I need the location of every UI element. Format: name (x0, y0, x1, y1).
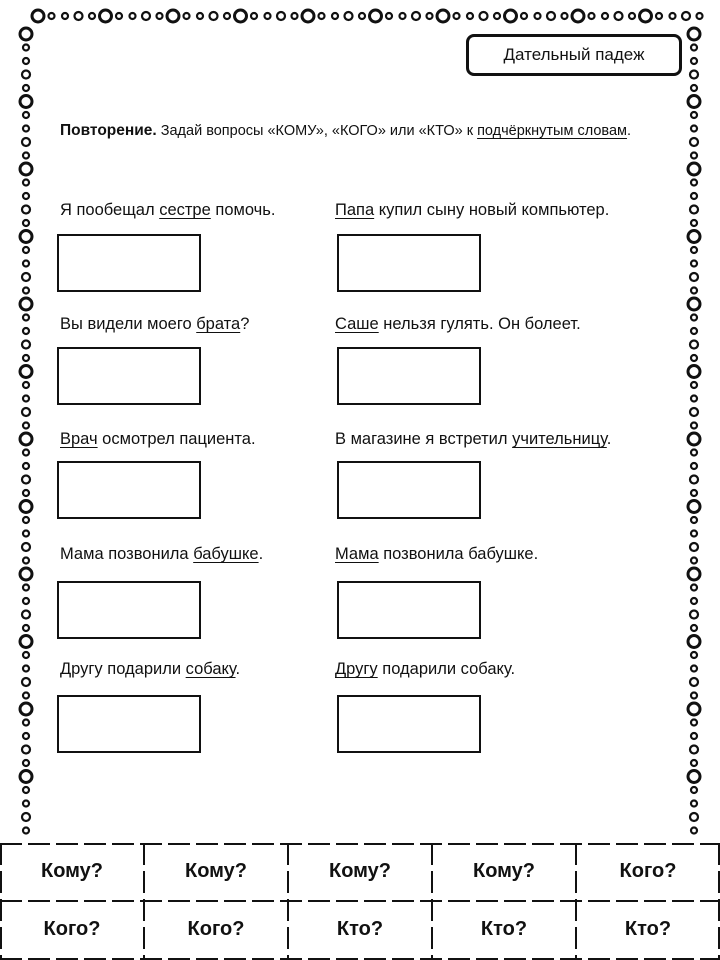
answer-box-2[interactable] (337, 234, 481, 292)
worksheet-title-text: Дательный падеж (503, 45, 645, 64)
answer-box-3[interactable] (57, 347, 201, 405)
cutout-cards (0, 843, 720, 960)
underlined-word: Папа (335, 201, 375, 219)
card-kto[interactable]: Кто? (624, 918, 672, 940)
instruction-text (60, 120, 680, 142)
question-sentence-3: Вы видели моего брата? (60, 315, 250, 333)
underlined-word: Другу (335, 660, 378, 678)
instruction-underlined: подчёркнутым словам (477, 123, 627, 139)
answer-box-8[interactable] (337, 581, 481, 639)
answer-box-7[interactable] (57, 581, 201, 639)
question-sentence-9: Другу подарили собаку. (60, 660, 241, 678)
underlined-word: бабушке (193, 545, 259, 563)
card-kому[interactable]: Кому? (328, 860, 392, 882)
answer-box-10[interactable] (337, 695, 481, 753)
question-sentence-5: Врач осмотрел пациента. (60, 430, 256, 448)
card-kому[interactable]: Кому? (184, 860, 248, 882)
answer-box-9[interactable] (57, 695, 201, 753)
question-sentence-2: Папа купил сыну новый компьютер. (335, 201, 610, 219)
underlined-word: сестре (159, 201, 211, 219)
underlined-word: учительницу (512, 430, 607, 448)
answer-box-4[interactable] (337, 347, 481, 405)
card-kto[interactable]: Кто? (336, 918, 384, 940)
card-kому[interactable]: Кому? (472, 860, 536, 882)
underlined-word: Саше (335, 315, 379, 333)
underlined-word: Мама (335, 545, 379, 563)
question-sentence-10: Другу подарили собаку. (335, 660, 516, 678)
question-sentence-1: Я пообещал сестре помочь. (60, 201, 276, 219)
card-kto[interactable]: Кто? (480, 918, 528, 940)
instruction-part: Задай вопросы «КОМУ», «КОГО» или «КТО» к (156, 123, 478, 139)
worksheet-title (466, 34, 682, 76)
answer-box-1[interactable] (57, 234, 201, 292)
instruction-end: . (626, 123, 632, 139)
question-sentence-6: В магазине я встретил учительницу. (335, 430, 612, 448)
card-kogo[interactable]: Кого? (43, 918, 101, 940)
card-kogo[interactable]: Кого? (619, 860, 677, 882)
question-sentence-7: Мама позвонила бабушке. (60, 545, 264, 563)
answer-box-6[interactable] (337, 461, 481, 519)
question-sentence-8: Мама позвонила бабушке. (335, 545, 539, 563)
answer-box-5[interactable] (57, 461, 201, 519)
card-kogo[interactable]: Кого? (187, 918, 245, 940)
underlined-word: брата (196, 315, 241, 333)
instruction-bold: Повторение. (60, 122, 157, 139)
underlined-word: собаку (185, 660, 236, 678)
card-kому[interactable]: Кому? (40, 860, 104, 882)
underlined-word: Врач (60, 430, 98, 448)
question-sentence-4: Саше нельзя гулять. Он болеет. (335, 315, 581, 333)
